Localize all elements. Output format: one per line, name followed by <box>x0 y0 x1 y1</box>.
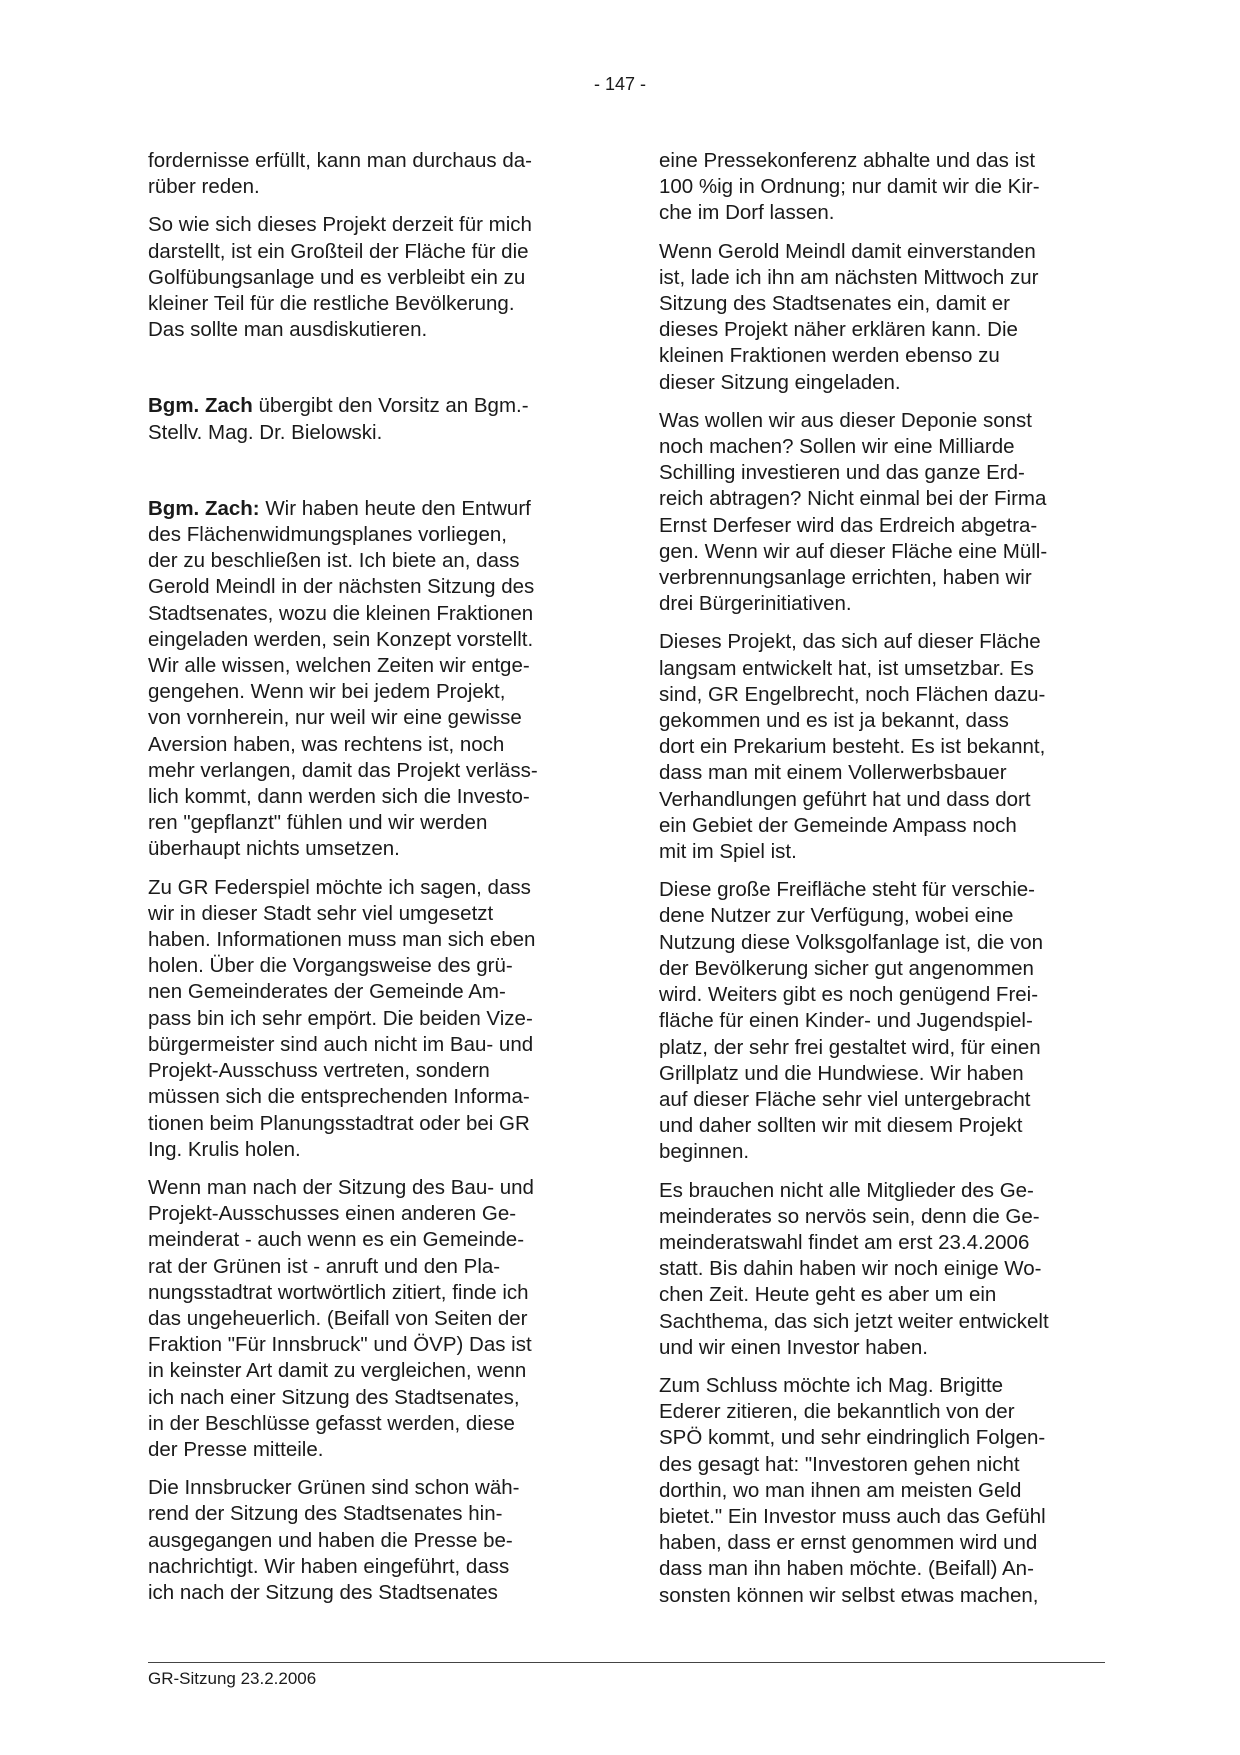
paragraph <box>148 875 593 1163</box>
text-line: kleiner Teil für die restliche Bevölkerung. <box>148 292 515 316</box>
text-line: Ederer zitieren, die bekanntlich von der <box>659 1400 1015 1424</box>
text-line: dass man ihn haben möchte. (Beifall) An- <box>659 1557 1034 1581</box>
text-line: fordernisse erfüllt, kann man durchaus da- <box>148 149 533 172</box>
text-line: das ungeheuerlich. (Beifall von Seiten der <box>148 1306 528 1330</box>
paragraph-body <box>148 497 538 861</box>
text-line: drei Bürgerinitiativen. <box>659 592 852 616</box>
text-line: ich nach einer Sitzung des Stadtsenates, <box>148 1385 520 1409</box>
paragraph <box>148 1475 593 1606</box>
text-line: und wir einen Investor haben. <box>659 1335 928 1359</box>
text-line: Dieses Projekt, das sich auf dieser Fläche <box>659 630 1041 654</box>
text-line: Stadtsenates, wozu die kleinen Fraktionen <box>148 601 534 625</box>
paragraph <box>659 1373 1105 1609</box>
text-line: mit im Spiel ist. <box>659 840 797 864</box>
speech-paragraph <box>148 496 593 863</box>
text-line: Gerold Meindl in der nächsten Sitzung des <box>148 575 535 599</box>
text-line: kleinen Fraktionen werden ebenso zu <box>659 344 1000 368</box>
text-line: rüber reden. <box>148 175 260 199</box>
text-line: sind, GR Engelbrecht, noch Flächen dazu- <box>659 682 1046 706</box>
text-line: ein Gebiet der Gemeinde Ampass noch <box>659 813 1017 837</box>
text-line: Wir alle wissen, welchen Zeiten wir entge- <box>148 654 530 678</box>
text-line: eine Pressekonferenz abhalte und das ist <box>659 149 1036 172</box>
text-line: nen Gemeinderates der Gemeinde Am- <box>148 980 506 1004</box>
text-line: Projekt-Ausschuss vertreten, sondern <box>148 1059 490 1083</box>
text-line: SPÖ kommt, und sehr eindringlich Folgen- <box>659 1426 1046 1450</box>
text-line: des gesagt hat: "Investoren gehen nicht <box>659 1452 1020 1476</box>
text-line: Sachthema, das sich jetzt weiter entwickelt <box>659 1309 1049 1333</box>
text-line: meinderatswahl findet am erst 23.4.2006 <box>659 1230 1030 1254</box>
text-line: Diese große Freifläche steht für verschie- <box>659 878 1035 902</box>
text-line: holen. Über die Vorgangsweise des grü- <box>148 954 513 978</box>
left-column <box>148 148 593 1618</box>
paragraph <box>148 148 593 200</box>
text-line: der Bevölkerung sicher gut angenommen <box>659 956 1034 980</box>
text-line: Ing. Krulis holen. <box>148 1137 301 1161</box>
text-line: in keinster Art damit zu vergleichen, wenn <box>148 1359 527 1383</box>
text-line: pass bin ich sehr empört. Die beiden Vize- <box>148 1006 533 1030</box>
speaker-name: Bgm. Zach: <box>148 496 260 520</box>
text-line: Nutzung diese Volksgolfanlage ist, die von <box>659 930 1044 954</box>
text-line: chen Zeit. Heute geht es aber um ein <box>659 1283 997 1307</box>
text-line: platz, der sehr frei gestaltet wird, für einen <box>659 1035 1041 1059</box>
text-line: ausgegangen und haben die Presse be- <box>148 1528 513 1552</box>
text-line: Das sollte man ausdiskutieren. <box>148 318 428 342</box>
text-line: Golfübungsanlage und es verbleibt ein zu <box>148 265 526 289</box>
text-line: So wie sich dieses Projekt derzeit für mich <box>148 213 532 237</box>
text-line: Schilling investieren und das ganze Erd- <box>659 461 1025 485</box>
text-line: rend der Sitzung des Stadtsenates hin- <box>148 1502 503 1526</box>
text-line: der zu beschließen ist. Ich biete an, dass <box>148 549 520 573</box>
text-line: bietet." Ein Investor muss auch das Gefühl <box>659 1504 1046 1528</box>
text-line: 100 %ig in Ordnung; nur damit wir die Kir- <box>659 175 1040 199</box>
text-line: Wenn Gerold Meindl damit einverstanden <box>659 239 1036 263</box>
text-line: haben. Informationen muss man sich eben <box>148 928 536 952</box>
paragraph <box>659 148 1105 227</box>
text-line: reich abtragen? Nicht einmal bei der Firma <box>659 487 1047 511</box>
paragraph <box>659 408 1105 618</box>
text-line: überhaupt nichts umsetzen. <box>148 837 400 861</box>
text-line: lich kommt, dann werden sich die Investo- <box>148 785 530 809</box>
paragraph <box>659 239 1105 396</box>
text-line: eingeladen werden, sein Konzept vorstellt. <box>148 627 534 651</box>
text-line: Stellv. Mag. Dr. Bielowski. <box>148 420 383 444</box>
footer-session-date: GR-Sitzung 23.2.2006 <box>148 1669 317 1688</box>
speaker-name: Bgm. Zach <box>148 394 253 418</box>
chair-handover-paragraph <box>148 393 593 445</box>
text-line: in der Beschlüsse gefasst werden, diese <box>148 1411 515 1435</box>
text-line: gen. Wenn wir auf dieser Fläche eine Müll- <box>659 539 1048 563</box>
text-line: Wenn man nach der Sitzung des Bau- und <box>148 1175 534 1199</box>
page-number: - 147 - <box>593 74 647 94</box>
text-line: Zu GR Federspiel möchte ich sagen, dass <box>148 875 531 899</box>
text-line: ist, lade ich ihn am nächsten Mittwoch zur <box>659 265 1039 289</box>
text-line: dieser Sitzung eingeladen. <box>659 370 901 394</box>
text-line: Sitzung des Stadtsenates ein, damit er <box>659 292 1010 316</box>
text-line: verbrennungsanlage errichten, haben wir <box>659 566 1032 590</box>
text-line: mehr verlangen, damit das Projekt verläss- <box>148 758 538 782</box>
text-line: beginnen. <box>659 1140 750 1164</box>
text-line: tionen beim Planungsstadtrat oder bei GR <box>148 1111 530 1135</box>
paragraph <box>659 629 1105 865</box>
paragraph <box>148 212 593 343</box>
text-line: gekommen und es ist ja bekannt, dass <box>659 709 1009 733</box>
text-line: meinderat - auch wenn es ein Gemeinde- <box>148 1228 525 1252</box>
text-line: statt. Bis dahin haben wir noch einige Wo- <box>659 1257 1042 1281</box>
right-column <box>659 148 1105 1621</box>
text-line: langsam entwickelt hat, ist umsetzbar. Es <box>659 656 1034 680</box>
text-line: dorthin, wo man ihnen am meisten Geld <box>659 1478 1022 1502</box>
text-line: nungsstadtrat wortwörtlich zitiert, finde ich <box>148 1280 529 1304</box>
text-line: übergibt den Vorsitz an Bgm.- <box>252 394 529 418</box>
text-line: meinderates so nervös sein, denn die Ge- <box>659 1204 1040 1228</box>
text-line: nachrichtigt. Wir haben eingeführt, dass <box>148 1554 510 1578</box>
text-line: dort ein Prekarium besteht. Es ist bekannt, <box>659 735 1046 759</box>
text-line: Es brauchen nicht alle Mitglieder des Ge- <box>659 1178 1034 1202</box>
text-line: bürgermeister sind auch nicht im Bau- und <box>148 1032 534 1056</box>
footer-divider <box>148 1662 1105 1663</box>
text-line: dass man mit einem Vollerwerbsbauer <box>659 761 1007 785</box>
text-line: che im Dorf lassen. <box>659 201 835 225</box>
paragraph <box>148 1175 593 1463</box>
text-line: auf dieser Fläche sehr viel untergebracht <box>659 1087 1031 1111</box>
text-line: darstellt, ist ein Großteil der Fläche für die <box>148 239 529 263</box>
text-line: dene Nutzer zur Verfügung, wobei eine <box>659 904 1014 928</box>
text-line: von vornherein, nur weil wir eine gewisse <box>148 706 522 730</box>
text-line: Ernst Derfeser wird das Erdreich abgetra- <box>659 513 1038 537</box>
text-line: gengehen. Wenn wir bei jedem Projekt, <box>148 680 506 704</box>
text-line: Projekt-Ausschusses einen anderen Ge- <box>148 1202 517 1226</box>
paragraph <box>659 1178 1105 1361</box>
text-line: dieses Projekt näher erklären kann. Die <box>659 318 1018 342</box>
text-line: des Flächenwidmungsplanes vorliegen, <box>148 523 507 547</box>
text-line: Grillplatz und die Hundwiese. Wir haben <box>659 1061 1024 1085</box>
text-line: rat der Grünen ist - anruft und den Pla- <box>148 1254 501 1278</box>
text-line: Wir haben heute den Entwurf <box>259 496 531 520</box>
text-line: der Presse mitteile. <box>148 1437 324 1461</box>
text-line: wir in dieser Stadt sehr viel umgesetzt <box>148 901 494 925</box>
text-line: Die Innsbrucker Grünen sind schon wäh- <box>148 1476 520 1500</box>
text-line: fläche für einen Kinder- und Jugendspiel- <box>659 1009 1033 1033</box>
paragraph <box>659 877 1105 1165</box>
text-line: müssen sich die entsprechenden Informa- <box>148 1085 530 1109</box>
text-line: Was wollen wir aus dieser Deponie sonst <box>659 408 1032 432</box>
text-line: sonsten können wir selbst etwas machen, <box>659 1583 1039 1607</box>
text-line: und daher sollten wir mit diesem Projekt <box>659 1114 1023 1138</box>
text-line: ich nach der Sitzung des Stadtsenates <box>148 1580 498 1604</box>
text-line: Verhandlungen geführt hat und dass dort <box>659 787 1031 811</box>
text-line: noch machen? Sollen wir eine Milliarde <box>659 435 1015 459</box>
text-line: Aversion haben, was rechtens ist, noch <box>148 732 505 756</box>
text-line: wird. Weiters gibt es noch genügend Frei- <box>659 983 1039 1007</box>
text-line: ren "gepflanzt" fühlen und wir werden <box>148 811 488 835</box>
text-line: haben, dass er ernst genommen wird und <box>659 1531 1038 1555</box>
text-line: Fraktion "Für Innsbruck" und ÖVP) Das ist <box>148 1333 532 1357</box>
text-line: Zum Schluss möchte ich Mag. Brigitte <box>659 1373 1004 1397</box>
